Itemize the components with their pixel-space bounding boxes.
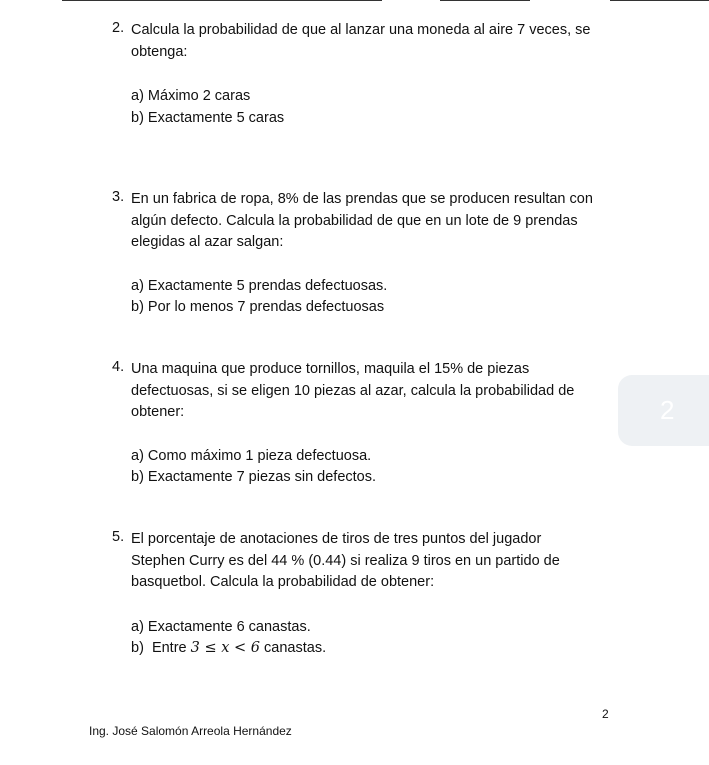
problem-number: 5. <box>112 529 125 545</box>
inequality-expression: 3 ≤ x < 6 <box>190 640 261 656</box>
problem-text-line: En un fabrica de ropa, 8% de las prendas que se producen resultan con <box>131 191 593 207</box>
problem-number: 4. <box>112 359 125 375</box>
problem-5 <box>112 529 612 594</box>
problem-4 <box>112 359 612 424</box>
option-b-prefix: b) Entre <box>131 640 191 656</box>
problem-text-line: Una maquina que produce tornillos, maquila el 15% de piezas <box>131 361 530 377</box>
option-b <box>131 638 326 660</box>
option-b: b) Exactamente 7 piezas sin defectos. <box>131 469 377 485</box>
problem-text-line: defectuosas, si se eligen 10 piezas al azar, calcula la probabilidad de <box>131 382 575 399</box>
option-b-suffix: canastas. <box>260 640 327 656</box>
problem-text-line: Calcula la probabilidad de que al lanzar una moneda al aire 7 veces, se <box>131 22 591 38</box>
problem-text-line: elegidas al azar salgan: <box>131 234 284 250</box>
option-a: a) Exactamente 5 prendas defectuosas. <box>131 278 388 294</box>
problem-text-line: obtenga: <box>131 43 188 60</box>
option-a: a) Exactamente 6 canastas. <box>131 619 311 635</box>
problem-number: 3. <box>112 189 125 205</box>
side-page-badge: 2 <box>618 375 709 446</box>
option-b: b) Exactamente 5 caras <box>131 110 285 126</box>
problem-number: 2. <box>112 20 125 36</box>
problem-text-line: basquetbol. Calcula la probabilidad de obtener: <box>131 574 435 590</box>
footer-author: Ing. José Salomón Arreola Hernández <box>89 724 292 738</box>
option-a: a) Máximo 2 caras <box>131 88 251 104</box>
problem-3 <box>112 189 612 254</box>
top-rule-middle <box>440 0 530 1</box>
problem-text-line: Stephen Curry es del 44 % (0.44) si realiza 9 tiros en un partido de <box>131 552 560 569</box>
problem-text-line: obtener: <box>131 404 185 420</box>
top-rule-right <box>610 0 709 1</box>
option-b: b) Por lo menos 7 prendas defectuosas <box>131 299 385 315</box>
top-rule-left <box>62 0 382 1</box>
problem-text-line: El porcentaje de anotaciones de tiros de tres puntos del jugador <box>131 531 542 547</box>
problem-text-line: algún defecto. Calcula la probabilidad de que en un lote de 9 prendas <box>131 212 578 229</box>
problem-2 <box>112 20 612 63</box>
page-number: 2 <box>602 707 609 721</box>
option-a: a) Como máximo 1 pieza defectuosa. <box>131 448 372 464</box>
